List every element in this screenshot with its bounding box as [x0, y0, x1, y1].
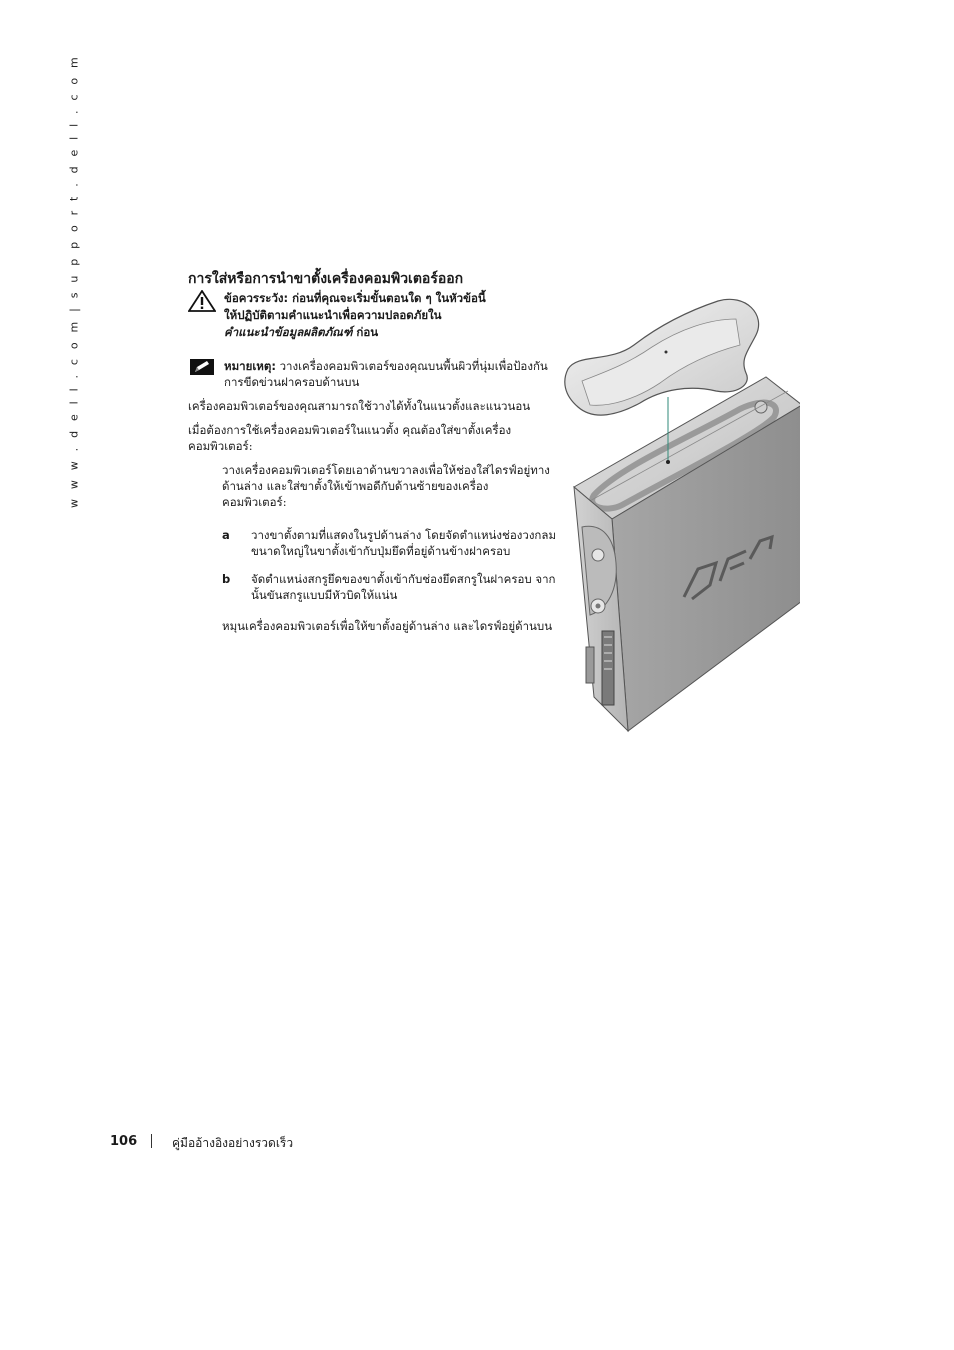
footer-document-title: คู่มืออ้างอิงอย่างรวดเร็ว [172, 1136, 294, 1150]
screw-point [666, 460, 670, 464]
side-url: w w w . d e l l . c o m | s u p p o r t . d e l l . c o m [67, 54, 81, 508]
step-2: หมุนเครื่องคอมพิวเตอร์เพื่อให้ขาตั้งอยู่ด้านล่าง และไดรฟ์อยู่ด้านบน [222, 619, 553, 633]
footer-separator [151, 1134, 152, 1148]
caution-notice [188, 290, 548, 341]
computer-with-stand-illustration [560, 297, 800, 737]
step-1: วางเครื่องคอมพิวเตอร์โดยเอาด้านขวาลงเพื่อให้ช่องใส่ไดรฟ์อยู่ทางด้านล่าง และใส่ขาตั้งให้เข้าพอดีกับด้านซ้ายของเครื่องคอมพิวเตอร์: [222, 463, 550, 509]
caution-text [224, 290, 548, 341]
paragraph-vertical: เมื่อต้องการใช้เครื่องคอมพิวเตอร์ในแนวตั้ง คุณต้องใส่ขาตั้งเครื่องคอมพิวเตอร์: [188, 423, 512, 453]
section-title: การใส่หรือการนำขาตั้งเครื่องคอมพิวเตอร์ออก [188, 271, 464, 287]
page-number: 106 [110, 1134, 138, 1149]
caution-line-2: ให้ปฏิบัติตามคำแนะนำเพื่อความปลอดภัยใน [224, 308, 442, 322]
substep-a-text: วางขาตั้งตามที่แสดงในรูปด้านล่าง โดยจัดตำแหน่งช่องวงกลมขนาดใหญ่ในขาตั้งเข้ากับปุ่มยึดที่อยู่ด้านข้างฝาครอบ [251, 528, 557, 558]
pencil-note-icon [190, 359, 214, 375]
caution-line-1: ข้อควรระวัง: ก่อนที่คุณจะเริ่มขั้นตอนใด ๆ ในหัวข้อนี้ [224, 291, 486, 305]
caution-guide-title: คำแนะนำข้อมูลผลิตภัณฑ์ [224, 325, 353, 339]
note-text [224, 358, 563, 390]
caution-triangle-icon [188, 290, 216, 312]
substep-a [222, 527, 562, 559]
note-label: หมายเหตุ: [224, 359, 276, 373]
substep-a-label: a [222, 528, 230, 542]
substep-b [222, 571, 562, 603]
substep-b-text: จัดตำแหน่งสกรูยึดของขาตั้งเข้ากับช่องยึดสกรูในฝาครอบ จากนั้นขันสกรูแบบมีหัวบิดให้แน่น [251, 572, 556, 602]
note-body: วางเครื่องคอมพิวเตอร์ของคุณบนพื้นผิวที่นุ่มเพื่อป้องกันการขีดข่วนฝาครอบด้านบน [224, 359, 548, 389]
paragraph-orientation: เครื่องคอมพิวเตอร์ของคุณสามารถใช้วางได้ทั้งในแนวตั้งและแนวนอน [188, 399, 531, 413]
substep-b-label: b [222, 572, 231, 586]
caution-line-3 [224, 324, 548, 341]
note-notice [188, 358, 563, 390]
caution-tail: ก่อน [352, 325, 379, 339]
